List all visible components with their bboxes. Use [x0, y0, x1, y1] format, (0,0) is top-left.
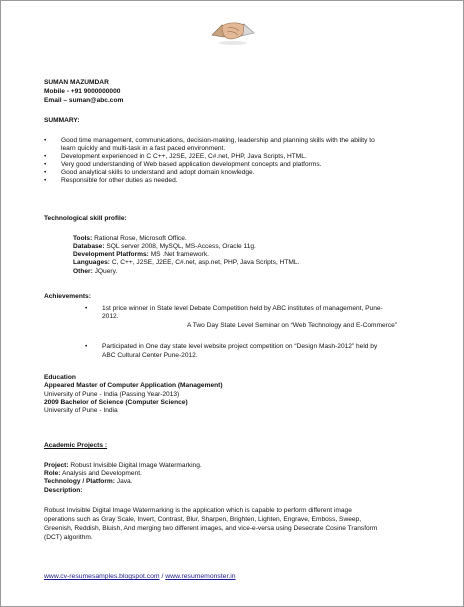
description-line: (DCT) algorithm. — [44, 534, 93, 541]
summary-heading: SUMMARY: — [44, 117, 80, 124]
achievement-line: A Two Day State Level Seminar on “Web Technology and E-Commerce” — [187, 322, 398, 329]
description-label: Description: — [44, 487, 83, 494]
summary-item: • Responsible for other duties as needed. — [44, 177, 322, 185]
education-university-2: University of Pune - India — [44, 407, 118, 414]
summary-item: • Good time management, communications, decision-making, leadership and planning skills with the ability to — [44, 137, 375, 145]
education-university-1: University of Pune - India (Passing Year-2013) — [44, 391, 180, 398]
email-address: Email – suman@abc.com — [44, 97, 124, 104]
footer-link-cv-resumesamples[interactable]: www.cv-resumesamples.blogspot.com — [44, 573, 160, 580]
skill-label: Tools: — [73, 235, 93, 242]
skill-label: Other: — [73, 268, 93, 275]
candidate-name: SUMAN MAZUMDAR — [44, 79, 109, 86]
achievement-item-2 — [85, 343, 377, 351]
skill-label: Database: — [73, 243, 105, 250]
achievements-heading: Achievements: — [44, 293, 91, 300]
skill-label: Languages: — [73, 259, 111, 266]
project-role — [44, 470, 142, 478]
projects-heading: Academic Projects : — [44, 442, 108, 449]
skill-value: C, C++, J2SE, J2EE, C#.net, asp.net, PHP, Java Scripts, HTML. — [110, 259, 300, 266]
footer-links — [44, 573, 236, 580]
achievement-item-1 — [85, 305, 383, 313]
skill-row-platforms — [73, 251, 209, 259]
description-line: Greenish, Reddish, Bluish, And merging two different images, and vice-e-versa using Desecrate Cosine Transform — [44, 525, 378, 532]
mobile-number: Mobile - +91 9000000000 — [44, 88, 121, 95]
education-degree-1: Appeared Master of Computer Application (Management) — [44, 382, 223, 389]
summary-item: • Very good understanding of Web based application development concepts and platforms. — [44, 161, 322, 169]
technology-label: Technology / Platform: — [44, 478, 115, 485]
footer-separator: / — [159, 573, 166, 580]
project-label: Project: — [44, 462, 69, 469]
skill-value: Rational Rose, Microsoft Office. — [92, 235, 187, 242]
skill-row-other — [73, 268, 117, 276]
description-line: operations such as Gray Scale, Invert, Contrast, Blur, Sharpen, Brighten, Lighten, Engrave, Emboss, Sweep, — [44, 516, 362, 523]
summary-list-rest — [44, 153, 322, 185]
skills-heading: Technological skill profile: — [44, 215, 127, 222]
achievement-line: ABC Cultural Center Pune-2012. — [102, 352, 198, 359]
technology-value: Java. — [114, 478, 133, 485]
role-label: Role: — [44, 470, 61, 477]
skill-value: SQL server 2008, MySQL, MS-Access, Oracle 11g. — [104, 243, 256, 250]
skill-row-languages — [73, 259, 299, 267]
footer-link-resumemonster[interactable]: www.resumemonster.in — [165, 573, 236, 580]
achievement-line: • 1st price winner in State level Debate Competition held by ABC institutes of management, Pune- — [85, 305, 383, 313]
summary-list — [44, 137, 375, 145]
achievement-line: 2012. — [102, 313, 119, 320]
education-heading: Education — [44, 374, 76, 381]
skill-row-tools — [73, 235, 187, 243]
summary-item: • Development experienced in C C++, J2SE, J2EE, C#.net, PHP, Java Scripts, HTML. — [44, 153, 322, 161]
summary-item: • Good analytical skills to understand and adopt domain knowledge. — [44, 169, 322, 177]
handshake-icon — [210, 13, 256, 47]
role-value: Analysis and Development. — [60, 470, 142, 477]
achievement-line: • Participated in One day state level website project competition on “Design Mash-2012” held by — [85, 343, 377, 351]
summary-item-continuation: learn quickly and multi-task in a fast paced environment. — [61, 145, 226, 152]
skill-row-database — [73, 243, 256, 251]
education-degree-2: 2009 Bachelor of Science (Computer Science) — [44, 399, 188, 406]
project-value: Robust Invisible Digital Image Watermarking. — [68, 462, 202, 469]
project-technology — [44, 478, 133, 486]
skill-label: Development Platforms: — [73, 251, 149, 258]
skill-value: JQuery. — [92, 268, 118, 275]
skill-value: MS .Net framework. — [148, 251, 209, 258]
project-name — [44, 462, 202, 470]
description-line: Robust Invisible Digital Image Watermarking is the application which is capable to perform different image — [44, 507, 352, 514]
